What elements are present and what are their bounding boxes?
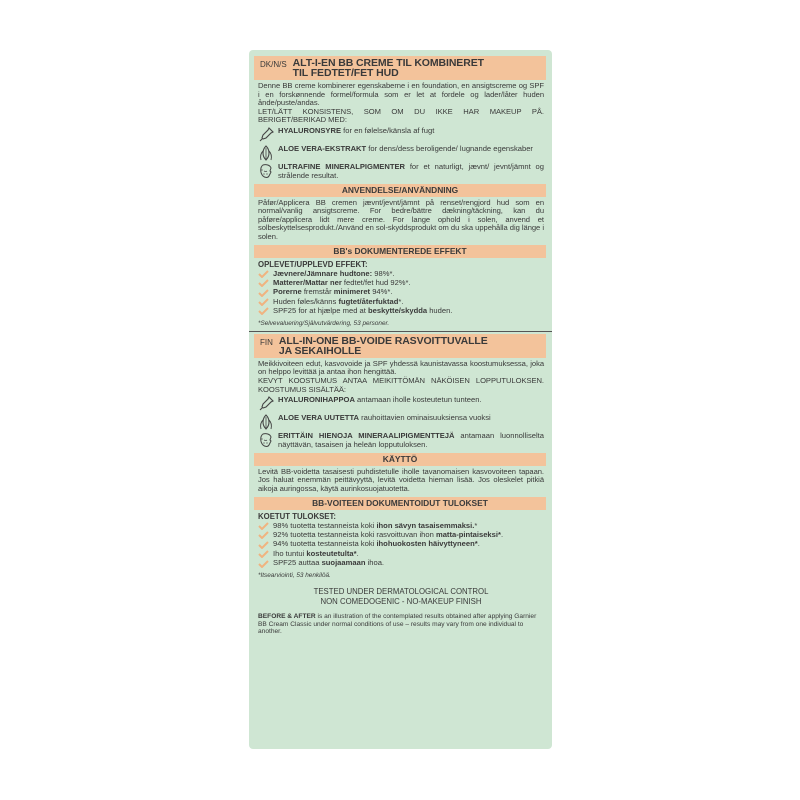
dropper-icon: [258, 127, 274, 143]
dk-title: ALT-I-EN BB CREME TIL KOMBINERET TIL FEDTET/FET HUD: [292, 57, 484, 79]
dropper-icon: [258, 396, 274, 412]
dk-usage-title: ANVENDELSE/ANVÄNDNING: [254, 184, 546, 197]
dk-intro: Denne BB creme kombinerer egenskaberne i en foundation, en ansigtscreme og SPF i en forskønnende formel/formula som er let at fordele og lader/låter huden ånde/puste/andas.: [258, 81, 544, 108]
fin-intro: Meikkivoiteen edut, kasvovoide ja SPF yhdessä kaunistavassa koostumuksessa, joka on helppo levittää ja antaa ihon hengittää.: [258, 358, 544, 377]
aloe-leaf-icon: [258, 145, 274, 161]
dk-effect-subtitle: OPLEVET/UPPLEVD EFFEKT:: [258, 259, 368, 269]
fin-effect-title: BB-VOITEEN DOKUMENTOIDUT TULOKSET: [254, 497, 546, 510]
fin-usage-text: Levitä BB-voidetta tasaisesti puhdistetulle iholle tavanomaisen kasvovoiteen tapaan. Jos haluat enemmän peittävyyttä, levitä voidetta hieman lisää. Jos oleskelet pitkiä aikoja auringossa, käytä aurinkosuojatuotetta.: [258, 466, 544, 494]
dk-check-item: SPF25 for at hjælpe med at beskytte/skydda huden.: [258, 307, 544, 316]
section-divider: [249, 331, 552, 332]
fin-check-item: SPF25 auttaa suojaamaan ihoa.: [258, 559, 544, 568]
fin-intro-caps: KEVYT KOOSTUMUS ANTAA MEIKITTÖMÄN NÄKÖISEN LOPPUTULOKSEN. KOOSTUMUS SISÄLTÄÄ:: [258, 376, 544, 394]
dk-ingredient-minerals: ULTRAFINE MINERALPIGMENTER for et naturligt, jævnt/ jevnt/jämnt og strålende resultat.: [258, 163, 544, 181]
fin-ingredient-hyaluronic: HYALURONIHAPPOA antamaan iholle kosteutetun tunteen.: [258, 396, 544, 412]
check-icon: [258, 541, 269, 549]
fin-language-code: FIN: [260, 337, 273, 347]
dk-intro-caps: LET/LÄTT KONSISTENS, SOM OM DU IKKE HAR MAKEUP PÅ. BERIGET/BERIKAD MED:: [258, 106, 544, 125]
face-sparkle-icon: [258, 432, 274, 448]
fin-check-item: 98% tuotetta testanneista koki ihon sävyn tasaisemmaksi.*: [258, 522, 544, 531]
check-icon: [258, 298, 269, 306]
check-icon: [258, 522, 269, 530]
fin-title-bar: [254, 334, 546, 358]
check-icon: [258, 550, 269, 558]
check-icon: [258, 279, 269, 287]
dk-language-code: DK/N/S: [260, 60, 287, 69]
fin-title: ALL-IN-ONE BB-VOIDE RASVOITTUVALLE JA SEKAIHOLLE: [278, 334, 488, 357]
fin-ingredient-minerals: ERITTÄIN HIENOJA MINERAALIPIGMENTTEJÄ antamaan luonnolliselta näyttävän, tasaisen ja heleän lopputuloksen.: [258, 432, 544, 450]
fin-check-item: Iho tuntui kosteutetulta*.: [258, 550, 544, 559]
dk-footnote: *Selvevaluering/Självutvärdering, 53 personer.: [258, 319, 390, 327]
check-icon: [258, 560, 269, 568]
dk-title-bar: [254, 56, 546, 80]
fin-check-item: 94% tuotetta testanneista koki ihohuokosten häivyttyneen*.: [258, 540, 544, 549]
check-icon: [258, 289, 269, 297]
fin-footnote: *Itsearviointi, 53 henkilöä.: [258, 572, 331, 579]
dk-check-item: Jævnere/Jämnare hudtone: 98%*.: [258, 270, 544, 279]
fin-usage-title: KÄYTTÖ: [254, 453, 546, 466]
dk-effect-title: BB's DOKUMENTEREDE EFFEKT: [254, 245, 546, 258]
fin-check-item: 92% tuotetta testanneista koki rasvoittuvan ihon matta-pintaiseksi*.: [258, 531, 544, 540]
certification-text: TESTED UNDER DERMATOLOGICAL CONTROL NON COMEDOGENIC - NO-MAKEUP FINISH: [313, 587, 489, 606]
check-icon: [258, 270, 269, 278]
check-icon: [258, 531, 269, 539]
dk-ingredient-aloe: ALOE VERA-EKSTRAKT for dens/dess beroligende/ lugnande egenskaber: [258, 145, 544, 161]
product-label-panel: [249, 50, 552, 749]
dk-check-item: Huden føles/känns fugtet/återfuktad*.: [258, 298, 544, 307]
disclaimer: BEFORE & AFTER is an illustration of the contemplated results obtained after applying Garnier BB Cream Classic under normal conditions of use – results may vary from one individual to another.: [258, 613, 537, 636]
check-icon: [258, 307, 269, 315]
dk-ingredient-hyaluronic: HYALURONSYRE for en følelse/känsla af fugt: [258, 127, 544, 143]
fin-effect-subtitle: KOETUT TULOKSET:: [258, 511, 336, 521]
face-sparkle-icon: [258, 163, 274, 179]
dk-check-item: Porerne fremstår minimeret 94%*.: [258, 288, 544, 297]
dk-check-item: Matterer/Mattar ner fedtet/fet hud 92%*.: [258, 279, 544, 288]
fin-ingredient-aloe: ALOE VERA UUTETTA rauhoittavien ominaisuuksiensa vuoksi: [258, 414, 544, 430]
dk-usage-text: Påfør/Applicera BB cremen jævnt/jevnt/jämnt på renset/rengjord hud som en normal/vanlig ansigtscreme. For bedre/bättre dækning/täckning, kan du påføre/applicera lidt mere creme. For lange ophold i solen, anvend et solbeskyttelsesprodukt./Använd en sol-skyddsprodukt om du ska uppehålla dig länge i solen.: [258, 197, 544, 241]
aloe-leaf-icon: [258, 414, 274, 430]
